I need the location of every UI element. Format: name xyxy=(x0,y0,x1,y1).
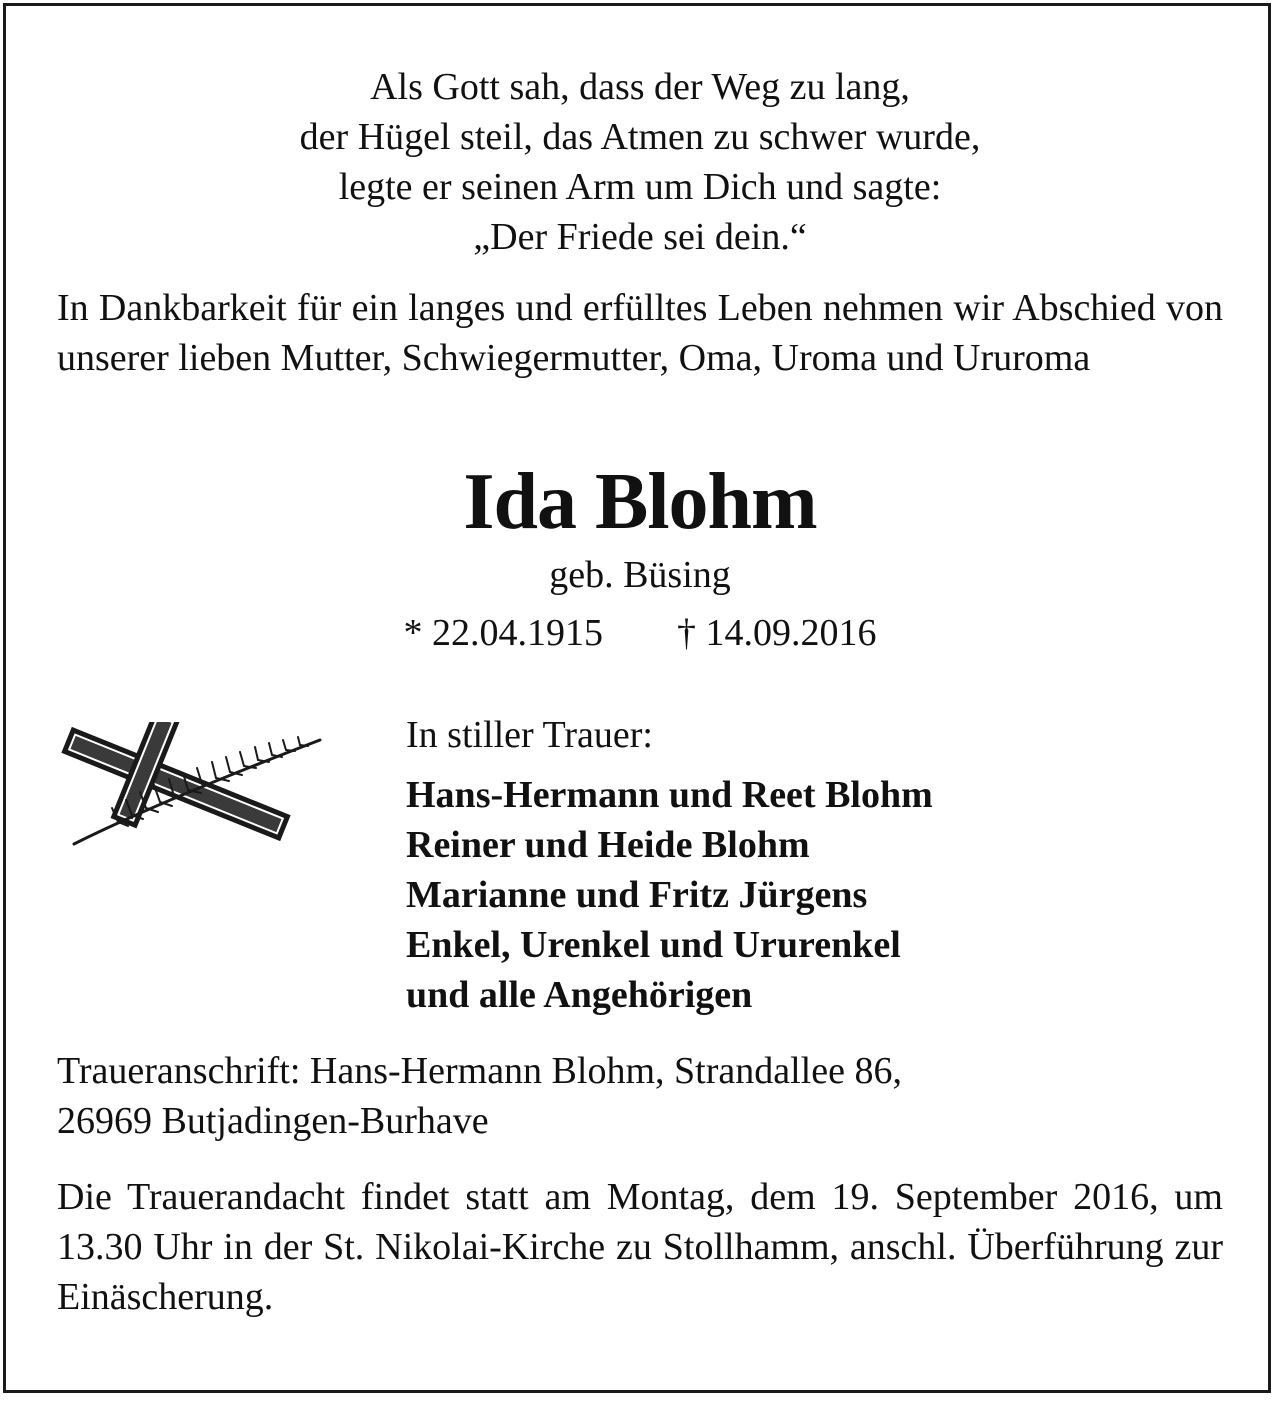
intro-paragraph: In Dankbarkeit für ein langes und erfülltes Leben nehmen wir Abschied von unserer lieben Mutter, Schwiegermutter, Oma, Uroma und Ururoma xyxy=(57,287,1223,379)
cross-with-palm-branch-icon xyxy=(58,722,328,852)
birth-name: geb. Büsing xyxy=(549,554,731,596)
address-line: 26969 Butjadingen-Burhave xyxy=(57,1100,489,1142)
mourning-address xyxy=(57,1046,902,1146)
address-line: Traueranschrift: Hans-Hermann Blohm, Strandallee 86, xyxy=(57,1050,902,1092)
memorial-poem xyxy=(0,62,1280,262)
life-dates xyxy=(0,608,1280,658)
poem-line: Als Gott sah, dass der Weg zu lang, xyxy=(370,66,910,108)
mourner-entry: Enkel, Urenkel und Ururenkel xyxy=(406,924,901,966)
poem-line: „Der Friede sei dein.“ xyxy=(473,216,807,258)
mourner-entry: und alle Angehörigen xyxy=(406,974,753,1016)
birth-date: * 22.04.1915 xyxy=(403,612,603,654)
poem-line: legte er seinen Arm um Dich und sagte: xyxy=(338,166,942,208)
mourners-list xyxy=(406,770,933,1020)
death-date: † 14.09.2016 xyxy=(677,612,877,654)
mourner-entry: Marianne und Fritz Jürgens xyxy=(406,874,868,916)
mourning-label: In stiller Trauer: xyxy=(406,714,653,756)
poem-line: der Hügel steil, das Atmen zu schwer wurde, xyxy=(299,116,981,158)
service-details: Die Trauerandacht findet statt am Montag, dem 19. September 2016, um 13.30 Uhr in der St. Nikolai-Kirche zu Stollhamm, anschl. Überführung zur Einäscherung. xyxy=(57,1176,1223,1318)
deceased-name: Ida Blohm xyxy=(463,458,817,546)
mourner-entry: Reiner und Heide Blohm xyxy=(406,824,810,866)
mourner-entry: Hans-Hermann und Reet Blohm xyxy=(406,774,933,816)
